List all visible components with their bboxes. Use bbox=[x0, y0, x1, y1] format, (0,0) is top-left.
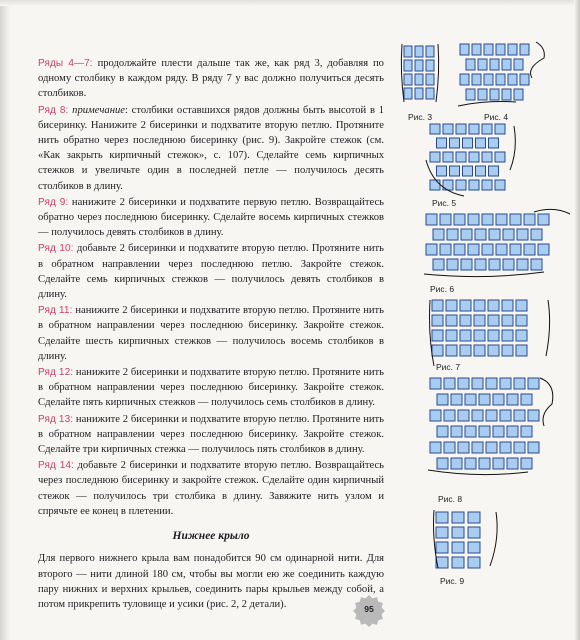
bead bbox=[447, 259, 458, 270]
bead bbox=[482, 244, 493, 255]
fig-8-diagram bbox=[428, 374, 560, 484]
bead bbox=[476, 166, 486, 176]
fig-7-diagram bbox=[428, 296, 554, 370]
bead bbox=[493, 458, 504, 469]
row-text: нанижите 2 бисеринки и подхватите вторую петлю. Протяните нить в обратном направлении через последнюю бисеринку. Закройте стежок. Сделайте шесть кирпичных стежков — получилось восемь столбиков в длину. bbox=[38, 305, 384, 362]
bead bbox=[479, 458, 490, 469]
bead bbox=[469, 124, 479, 134]
bead bbox=[516, 315, 527, 326]
bead bbox=[486, 378, 497, 389]
bead bbox=[478, 89, 487, 100]
bead bbox=[426, 60, 434, 71]
bead bbox=[454, 214, 465, 225]
bead bbox=[451, 458, 462, 469]
bead bbox=[517, 229, 528, 240]
bead bbox=[516, 330, 527, 341]
bead bbox=[488, 330, 499, 341]
bead bbox=[524, 244, 535, 255]
row-paragraph-13 bbox=[38, 412, 384, 458]
row-label: Ряд 11: bbox=[38, 305, 73, 317]
bead bbox=[484, 44, 493, 55]
bead bbox=[415, 60, 423, 71]
bead bbox=[432, 345, 443, 356]
row-text: добавьте 2 бисеринки и подхватите вторую петлю. Возвращайтесь через последнюю бисеринку и закройте стежок. Сделайте один кирпичный стежок — получилось три столбика в длину. Завяжите нить узлом и спрячьте ее конец в плетении. bbox=[38, 460, 385, 517]
bead bbox=[436, 527, 448, 538]
row-label: Ряд 14: bbox=[38, 460, 74, 472]
row-label: Ряд 13: bbox=[38, 413, 74, 425]
bead bbox=[472, 410, 483, 421]
bead bbox=[404, 88, 412, 99]
bead bbox=[502, 89, 511, 100]
bead bbox=[460, 74, 469, 85]
bead bbox=[514, 378, 525, 389]
bead bbox=[488, 315, 499, 326]
bead bbox=[484, 74, 493, 85]
bead bbox=[436, 542, 448, 553]
bead bbox=[415, 74, 423, 85]
bead bbox=[489, 166, 499, 176]
bead bbox=[432, 300, 443, 311]
bead bbox=[451, 394, 462, 405]
section-title: Нижнее крыло bbox=[172, 530, 250, 543]
bead bbox=[528, 378, 539, 389]
bead bbox=[461, 229, 472, 240]
bead bbox=[500, 442, 511, 453]
bead bbox=[430, 442, 441, 453]
bead bbox=[517, 259, 528, 270]
bead bbox=[447, 229, 458, 240]
row-note: примечание bbox=[68, 104, 125, 116]
bead bbox=[489, 259, 500, 270]
bead bbox=[437, 138, 447, 148]
bead bbox=[437, 394, 448, 405]
bead bbox=[521, 458, 532, 469]
bead bbox=[514, 442, 525, 453]
bead bbox=[474, 300, 485, 311]
bead bbox=[475, 229, 486, 240]
page-top-edge bbox=[0, 0, 580, 6]
bead bbox=[479, 394, 490, 405]
bead bbox=[446, 330, 457, 341]
bead bbox=[450, 138, 460, 148]
bead bbox=[482, 180, 492, 190]
bead bbox=[432, 330, 443, 341]
bead bbox=[444, 410, 455, 421]
bead bbox=[468, 542, 480, 553]
bead bbox=[510, 244, 521, 255]
fig-6-diagram bbox=[424, 204, 574, 282]
bead bbox=[463, 166, 473, 176]
bead bbox=[436, 512, 448, 523]
bead bbox=[468, 557, 480, 568]
page-right-edge bbox=[574, 0, 580, 640]
row-label: Ряд 10: bbox=[38, 243, 74, 255]
fig-3-diagram bbox=[398, 42, 442, 104]
bead bbox=[452, 512, 464, 523]
bead bbox=[482, 124, 492, 134]
bead bbox=[531, 229, 542, 240]
fig-5-diagram bbox=[424, 120, 520, 200]
bead bbox=[478, 59, 487, 70]
bead bbox=[458, 378, 469, 389]
bead bbox=[482, 214, 493, 225]
bead bbox=[472, 44, 481, 55]
bead bbox=[440, 214, 451, 225]
row-label: Ряд 12: bbox=[38, 367, 74, 379]
bead bbox=[486, 442, 497, 453]
bead bbox=[463, 138, 473, 148]
bead bbox=[468, 214, 479, 225]
bead bbox=[454, 244, 465, 255]
bead bbox=[482, 152, 492, 162]
bead bbox=[466, 59, 475, 70]
bead bbox=[460, 345, 471, 356]
page-number: 95 bbox=[364, 604, 374, 614]
bead bbox=[460, 300, 471, 311]
row-paragraph-12 bbox=[38, 365, 384, 411]
bead bbox=[451, 426, 462, 437]
bead bbox=[503, 229, 514, 240]
fig-5-label: Рис. 5 bbox=[432, 198, 457, 208]
bead bbox=[468, 244, 479, 255]
bead bbox=[508, 44, 517, 55]
bead bbox=[514, 410, 525, 421]
bead bbox=[443, 124, 453, 134]
bead bbox=[488, 300, 499, 311]
bead bbox=[446, 315, 457, 326]
bead bbox=[500, 410, 511, 421]
bead bbox=[465, 458, 476, 469]
bead bbox=[446, 345, 457, 356]
bead bbox=[486, 410, 497, 421]
bead bbox=[507, 458, 518, 469]
bead bbox=[404, 46, 412, 57]
bead bbox=[531, 259, 542, 270]
bead bbox=[496, 44, 505, 55]
bead bbox=[437, 458, 448, 469]
bead bbox=[502, 59, 511, 70]
bead bbox=[415, 46, 423, 57]
bead bbox=[496, 244, 507, 255]
bead bbox=[466, 89, 475, 100]
bead bbox=[468, 527, 480, 538]
bead bbox=[488, 345, 499, 356]
bead bbox=[489, 138, 499, 148]
row-paragraph-4-7 bbox=[38, 56, 384, 102]
bead bbox=[404, 60, 412, 71]
bead bbox=[520, 74, 529, 85]
bead bbox=[426, 244, 437, 255]
bead bbox=[474, 345, 485, 356]
row-paragraph-11 bbox=[38, 303, 384, 364]
bead bbox=[496, 74, 505, 85]
bead bbox=[524, 214, 535, 225]
row-label: Ряд 9: bbox=[38, 196, 69, 208]
bead bbox=[507, 426, 518, 437]
bead bbox=[426, 46, 434, 57]
bead bbox=[495, 152, 505, 162]
bead bbox=[430, 180, 440, 190]
bead bbox=[460, 330, 471, 341]
bead bbox=[474, 315, 485, 326]
bead bbox=[496, 214, 507, 225]
bead bbox=[430, 152, 440, 162]
bead bbox=[426, 74, 434, 85]
bead bbox=[514, 59, 523, 70]
bead bbox=[472, 74, 481, 85]
bead bbox=[437, 166, 447, 176]
bead bbox=[507, 394, 518, 405]
row-paragraph-8 bbox=[38, 103, 384, 194]
bead bbox=[460, 44, 469, 55]
fig-8-label: Рис. 8 bbox=[438, 494, 463, 504]
bead bbox=[456, 124, 466, 134]
instructions-column bbox=[38, 56, 384, 613]
bead bbox=[493, 394, 504, 405]
bead bbox=[516, 345, 527, 356]
bead bbox=[460, 315, 471, 326]
fig-6-label: Рис. 6 bbox=[430, 284, 455, 294]
bead bbox=[452, 542, 464, 553]
fig-3-label: Рис. 3 bbox=[408, 112, 433, 122]
bead bbox=[444, 442, 455, 453]
row-text: продолжайте плести дальше так же, как ряд 3, добавляя по одному столбику в каждом ряду. В ряду 7 у вас должно получиться десять столбиков. bbox=[38, 58, 384, 100]
fig-7-label: Рис. 7 bbox=[436, 362, 461, 372]
row-label: Ряд 8: bbox=[38, 104, 69, 116]
bead bbox=[508, 74, 517, 85]
bead bbox=[528, 442, 539, 453]
bead bbox=[468, 512, 480, 523]
row-paragraph-9 bbox=[38, 195, 384, 241]
bead bbox=[502, 345, 513, 356]
bead bbox=[521, 394, 532, 405]
bead bbox=[426, 88, 434, 99]
bead bbox=[404, 74, 412, 85]
bead bbox=[432, 315, 443, 326]
row-text: нанижите 2 бисеринки и подхватите вторую петлю. Протяните нить в обратном направлении через последнюю бисеринку. Закройте стежок. Сделайте пять кирпичных стежков — получилось семь столбиков в длину. bbox=[38, 367, 385, 409]
bead bbox=[490, 89, 499, 100]
figures-column bbox=[384, 34, 574, 594]
bead bbox=[520, 44, 529, 55]
section-paragraph: Для первого нижнего крыла вам понадобится 90 см одинарной нити. Для второго — нити длиной 180 см, чтобы вы могли ею же соединить каждую пару нижних и верхних крыльев, соединить пары крыльев между собой, а потом прикрепить туловище и усики (рис. 2, 2 детали). bbox=[38, 553, 384, 610]
bead bbox=[433, 229, 444, 240]
bead bbox=[440, 244, 451, 255]
bead bbox=[476, 138, 486, 148]
bead bbox=[456, 180, 466, 190]
bead bbox=[458, 442, 469, 453]
bead bbox=[433, 259, 444, 270]
bead bbox=[502, 330, 513, 341]
row-text: добавьте 2 бисеринки и подхватите вторую петлю. Протяните нить в обратном направлении через последнюю петлю. Закройте стежок. Сделайте семь кирпичных стежков — получилось девять столбиков в длину. bbox=[38, 243, 385, 301]
bead bbox=[437, 426, 448, 437]
bead bbox=[452, 527, 464, 538]
bead bbox=[474, 330, 485, 341]
bead bbox=[444, 378, 455, 389]
row-paragraph-10 bbox=[38, 241, 384, 302]
bead bbox=[502, 315, 513, 326]
bead bbox=[489, 229, 500, 240]
bead bbox=[430, 378, 441, 389]
bead bbox=[415, 88, 423, 99]
bead bbox=[450, 166, 460, 176]
bead bbox=[443, 152, 453, 162]
bead bbox=[503, 259, 514, 270]
bead bbox=[430, 410, 441, 421]
bead bbox=[465, 394, 476, 405]
row-text: нанижите 2 бисеринки и подхватите первую петлю. Возвращайтесь обратно через последнюю бисеринку. Сделайте восемь кирпичных стежков — получилось девять столбиков в длину. bbox=[38, 196, 384, 239]
bead bbox=[500, 378, 511, 389]
bead bbox=[469, 180, 479, 190]
bead bbox=[461, 259, 472, 270]
bead bbox=[502, 300, 513, 311]
bead bbox=[516, 300, 527, 311]
bead bbox=[538, 214, 549, 225]
fig-4-label: Рис. 4 bbox=[484, 112, 509, 122]
row-text: нанижите 2 бисеринки и подхватите вторую петлю. Протяните нить в обратном направлении через последнюю бисеринку. Закройте стежок. Сделайте три кирпичных стежка — получилось пять столбиков в длину. bbox=[38, 413, 385, 456]
bead bbox=[458, 410, 469, 421]
bead bbox=[472, 378, 483, 389]
bead bbox=[469, 152, 479, 162]
bead bbox=[490, 59, 499, 70]
bead bbox=[495, 124, 505, 134]
bead bbox=[538, 244, 549, 255]
bead bbox=[456, 152, 466, 162]
fig-9-diagram bbox=[430, 508, 502, 572]
bead bbox=[452, 557, 464, 568]
row-paragraph-14 bbox=[38, 458, 384, 519]
bead bbox=[521, 426, 532, 437]
bead bbox=[426, 214, 437, 225]
bead bbox=[475, 259, 486, 270]
book-spine-shadow bbox=[0, 0, 10, 640]
bead bbox=[528, 410, 539, 421]
bead bbox=[446, 300, 457, 311]
fig-9-label: Рис. 9 bbox=[440, 576, 465, 586]
bead bbox=[430, 124, 440, 134]
bead bbox=[495, 180, 505, 190]
bead bbox=[493, 426, 504, 437]
bead bbox=[514, 89, 523, 100]
bead bbox=[510, 214, 521, 225]
row-text: : столбики оставшихся рядов должны быть высотой в 1 бисеринку. Нанижите 2 бисеринки и подхватите вторую петлю. Протяните нить обратно через последнюю бисеринку (рис. 9). Закройте стежок (см. «Как закрыть кирпичный стежок», с. 107). Сделайте семь кирпичных стежков и увеличьте один в последней петле — получилось десять столбиков в длину. bbox=[38, 104, 384, 192]
fig-4-diagram bbox=[456, 38, 548, 110]
bead bbox=[465, 426, 476, 437]
row-label: Ряды 4—7: bbox=[38, 58, 93, 69]
bead bbox=[479, 426, 490, 437]
bead bbox=[472, 442, 483, 453]
